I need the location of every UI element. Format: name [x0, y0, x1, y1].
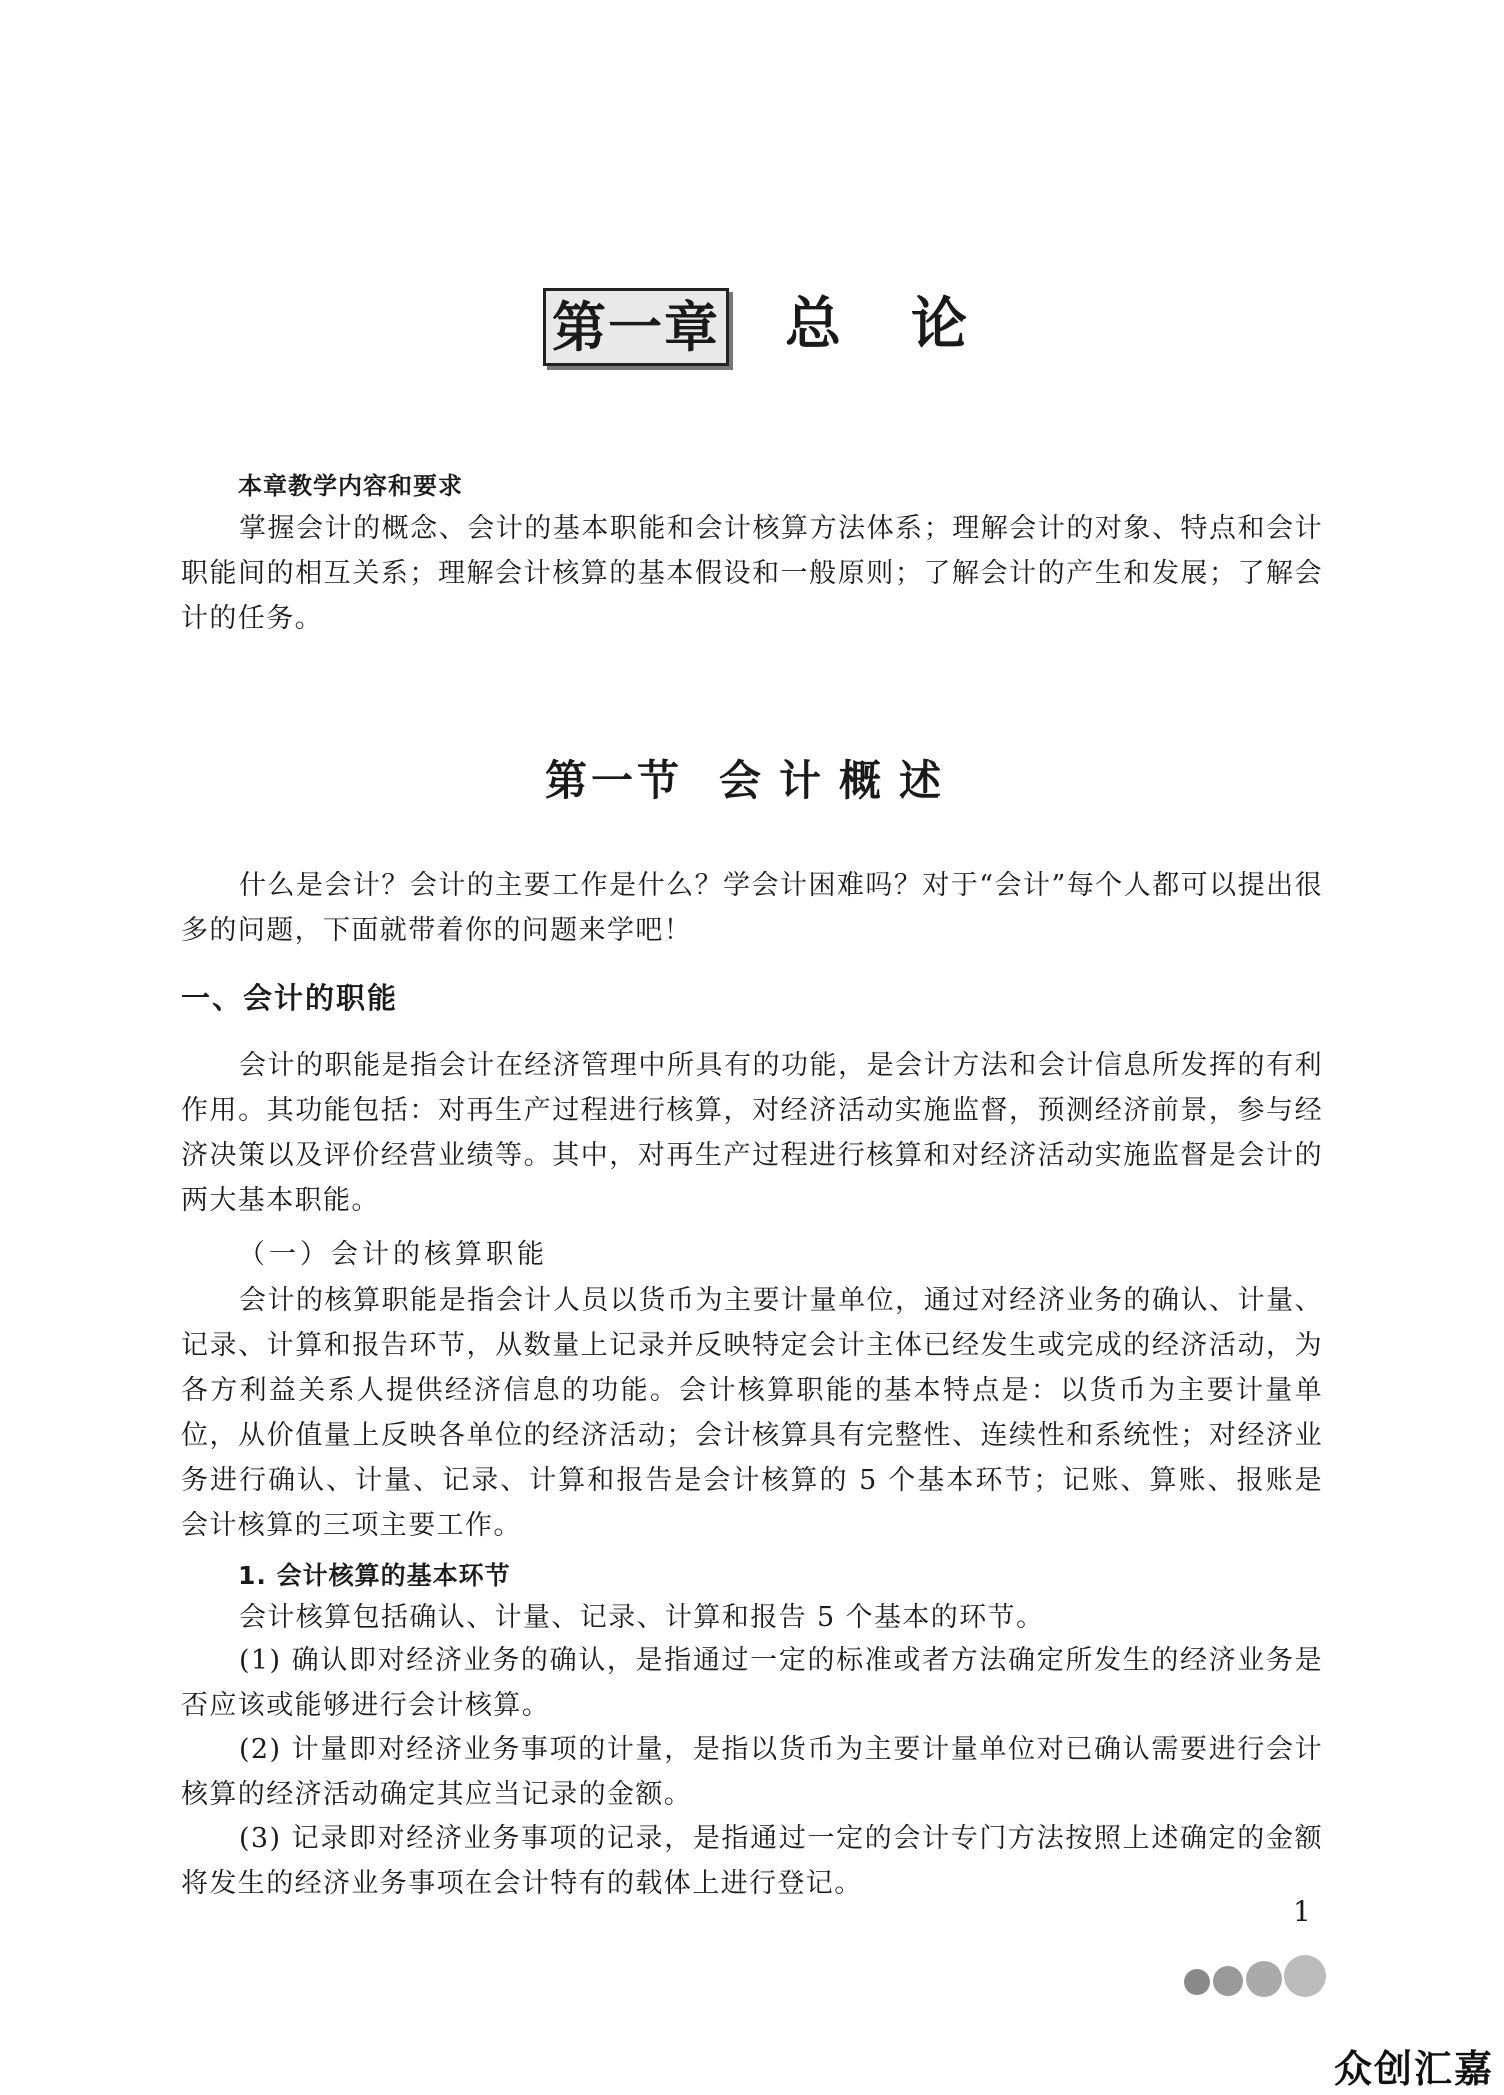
- intro-paragraph: 什么是会计？会计的主要工作是什么？学会计困难吗？对于“会计”每个人都可以提出很多的问题，下面就带着你的问题来学吧！: [181, 870, 1323, 946]
- section-name: 会计概述: [719, 756, 960, 805]
- sub1-paragraph: 会计的核算职能是指会计人员以货币为主要计量单位，通过对经济业务的确认、计量、记录、计算和报告环节，从数量上记录并反映特定会计主体已经发生或完成的经济活动，为各方利益关系人提供经济信息的功能。会计核算职能的基本特点是：以货币为主要计量单位，从价值量上反映各单位的经济活动；会计核算具有完整性、连续性和系统性；对经济业务进行确认、计量、记录、计算和报告是会计核算的 5 个基本环节；记账、算账、报账是会计核算的三项主要工作。: [181, 1285, 1323, 1541]
- dot-1: [1184, 1969, 1210, 1995]
- requirements-heading: 本章教学内容和要求: [238, 472, 463, 500]
- part1-heading: 一、会计的职能: [181, 981, 399, 1015]
- chapter-label: 第一章: [543, 288, 729, 366]
- chapter-heading: [0, 288, 1504, 372]
- point1-heading: 1. 会计核算的基本环节: [238, 1561, 511, 1590]
- section-number: 第一节: [544, 756, 683, 805]
- point1-item-2: (2) 计量即对经济业务事项的计量，是指以货币为主要计量单位对已确认需要进行会计核算的经济活动确定其应当记录的金额。: [181, 1734, 1323, 1810]
- dot-3: [1246, 1961, 1282, 1997]
- page-number: 1: [1293, 1895, 1311, 1928]
- part1-paragraph: 会计的职能是指会计在经济管理中所具有的功能，是会计方法和会计信息所发挥的有利作用。其功能包括：对再生产过程进行核算，对经济活动实施监督，预测经济前景，参与经济决策以及评价经营业绩等。其中，对再生产过程进行核算和对经济活动实施监督是会计的两大基本职能。: [181, 1050, 1323, 1216]
- point1-item-1: (1) 确认即对经济业务的确认，是指通过一定的标准或者方法确定所发生的经济业务是否应该或能够进行会计核算。: [181, 1645, 1323, 1721]
- watermark: 众创汇嘉: [1333, 2047, 1494, 2091]
- point1-item-3: (3) 记录即对经济业务事项的记录，是指通过一定的会计专门方法按照上述确定的金额将发生的经济业务事项在会计特有的载体上进行登记。: [181, 1823, 1323, 1899]
- requirements-text: 掌握会计的概念、会计的基本职能和会计核算方法体系；理解会计的对象、特点和会计职能间的相互关系；理解会计核算的基本假设和一般原则；了解会计的产生和发展；了解会计的任务。: [181, 513, 1323, 634]
- dot-2: [1213, 1966, 1243, 1996]
- section-title: [0, 748, 1504, 808]
- point1-intro: 会计核算包括确认、计量、记录、计算和报告 5 个基本的环节。: [239, 1602, 1045, 1633]
- sub1-heading: （一）会计的核算职能: [238, 1239, 548, 1270]
- chapter-title: 总论: [785, 291, 1037, 357]
- dot-4: [1284, 1955, 1326, 1997]
